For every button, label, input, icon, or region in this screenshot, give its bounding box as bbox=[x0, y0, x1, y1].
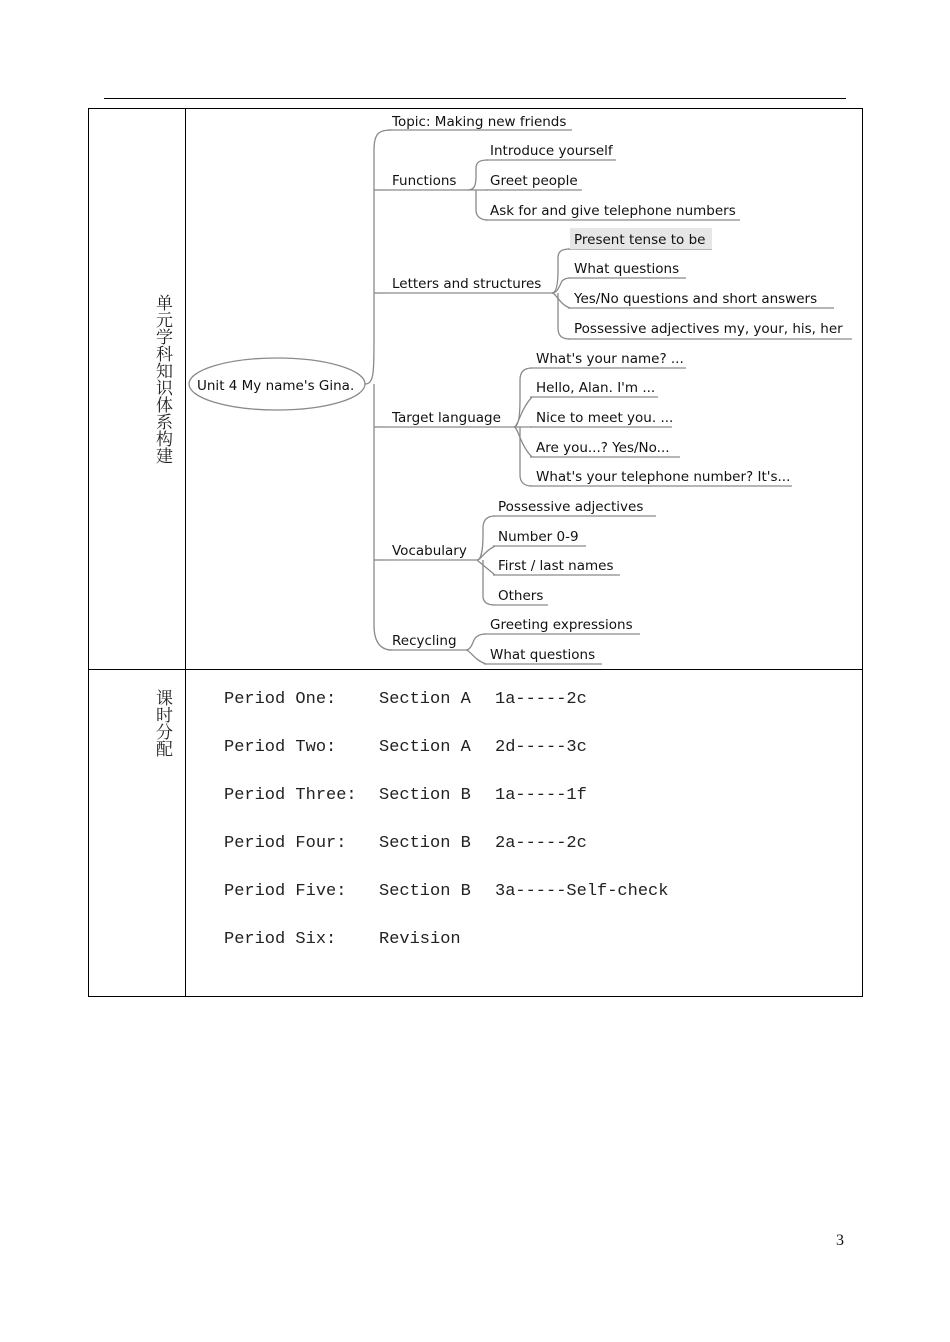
structure-item: What questions bbox=[574, 261, 680, 277]
target-item: Are you...? Yes/No... bbox=[536, 440, 670, 456]
function-item: Ask for and give telephone numbers bbox=[490, 203, 736, 219]
recycling-item: Greeting expressions bbox=[490, 617, 633, 633]
vocabulary-item: First / last names bbox=[498, 558, 614, 574]
period-row bbox=[224, 738, 744, 760]
period-range: 3a-----Self-check bbox=[495, 882, 669, 901]
target-language-node: Target language bbox=[392, 410, 501, 426]
period-section: Section B bbox=[379, 834, 471, 853]
period-name: Period Four: bbox=[224, 834, 347, 853]
period-section: Revision bbox=[379, 930, 461, 949]
structure-item: Possessive adjectives my, your, his, her bbox=[574, 321, 843, 337]
target-item: What's your telephone number? It's... bbox=[536, 469, 791, 485]
page-number: 3 bbox=[836, 1232, 844, 1249]
period-name: Period Five: bbox=[224, 882, 347, 901]
vocabulary-item: Others bbox=[498, 588, 544, 604]
target-item: Hello, Alan. I'm ... bbox=[536, 380, 656, 396]
period-row bbox=[224, 834, 744, 856]
period-row bbox=[224, 786, 744, 808]
period-row bbox=[224, 690, 744, 712]
functions-node: Functions bbox=[392, 173, 457, 189]
vocabulary-item: Possessive adjectives bbox=[498, 499, 644, 515]
structure-item: Yes/No questions and short answers bbox=[574, 291, 818, 307]
recycling-node: Recycling bbox=[392, 633, 457, 649]
vocabulary-item: Number 0-9 bbox=[498, 529, 579, 545]
knowledge-system-label: 单元学科知识体系构建 bbox=[152, 294, 172, 464]
period-name: Period Three: bbox=[224, 786, 357, 805]
period-section: Section B bbox=[379, 882, 471, 901]
period-section: Section B bbox=[379, 786, 471, 805]
period-row bbox=[224, 882, 744, 904]
period-name: Period One: bbox=[224, 690, 337, 709]
period-name: Period Two: bbox=[224, 738, 337, 757]
period-range: 2d-----3c bbox=[495, 738, 587, 757]
period-section: Section A bbox=[379, 690, 471, 709]
structure-item: Present tense to be bbox=[574, 232, 706, 248]
function-item: Greet people bbox=[490, 173, 578, 189]
root-node: Unit 4 My name's Gina. bbox=[197, 378, 355, 394]
period-range: 1a-----1f bbox=[495, 786, 587, 805]
period-allocation-label: 课时分配 bbox=[152, 689, 172, 757]
structures-node: Letters and structures bbox=[392, 276, 542, 292]
target-item: Nice to meet you. ... bbox=[536, 410, 674, 426]
period-row bbox=[224, 930, 744, 952]
topic-node: Topic: Making new friends bbox=[392, 114, 567, 130]
function-item: Introduce yourself bbox=[490, 143, 613, 159]
period-name: Period Six: bbox=[224, 930, 337, 949]
period-range: 2a-----2c bbox=[495, 834, 587, 853]
recycling-item: What questions bbox=[490, 647, 596, 663]
vocabulary-node: Vocabulary bbox=[392, 543, 467, 559]
target-item: What's your name? ... bbox=[536, 351, 684, 367]
period-section: Section A bbox=[379, 738, 471, 757]
period-range: 1a-----2c bbox=[495, 690, 587, 709]
